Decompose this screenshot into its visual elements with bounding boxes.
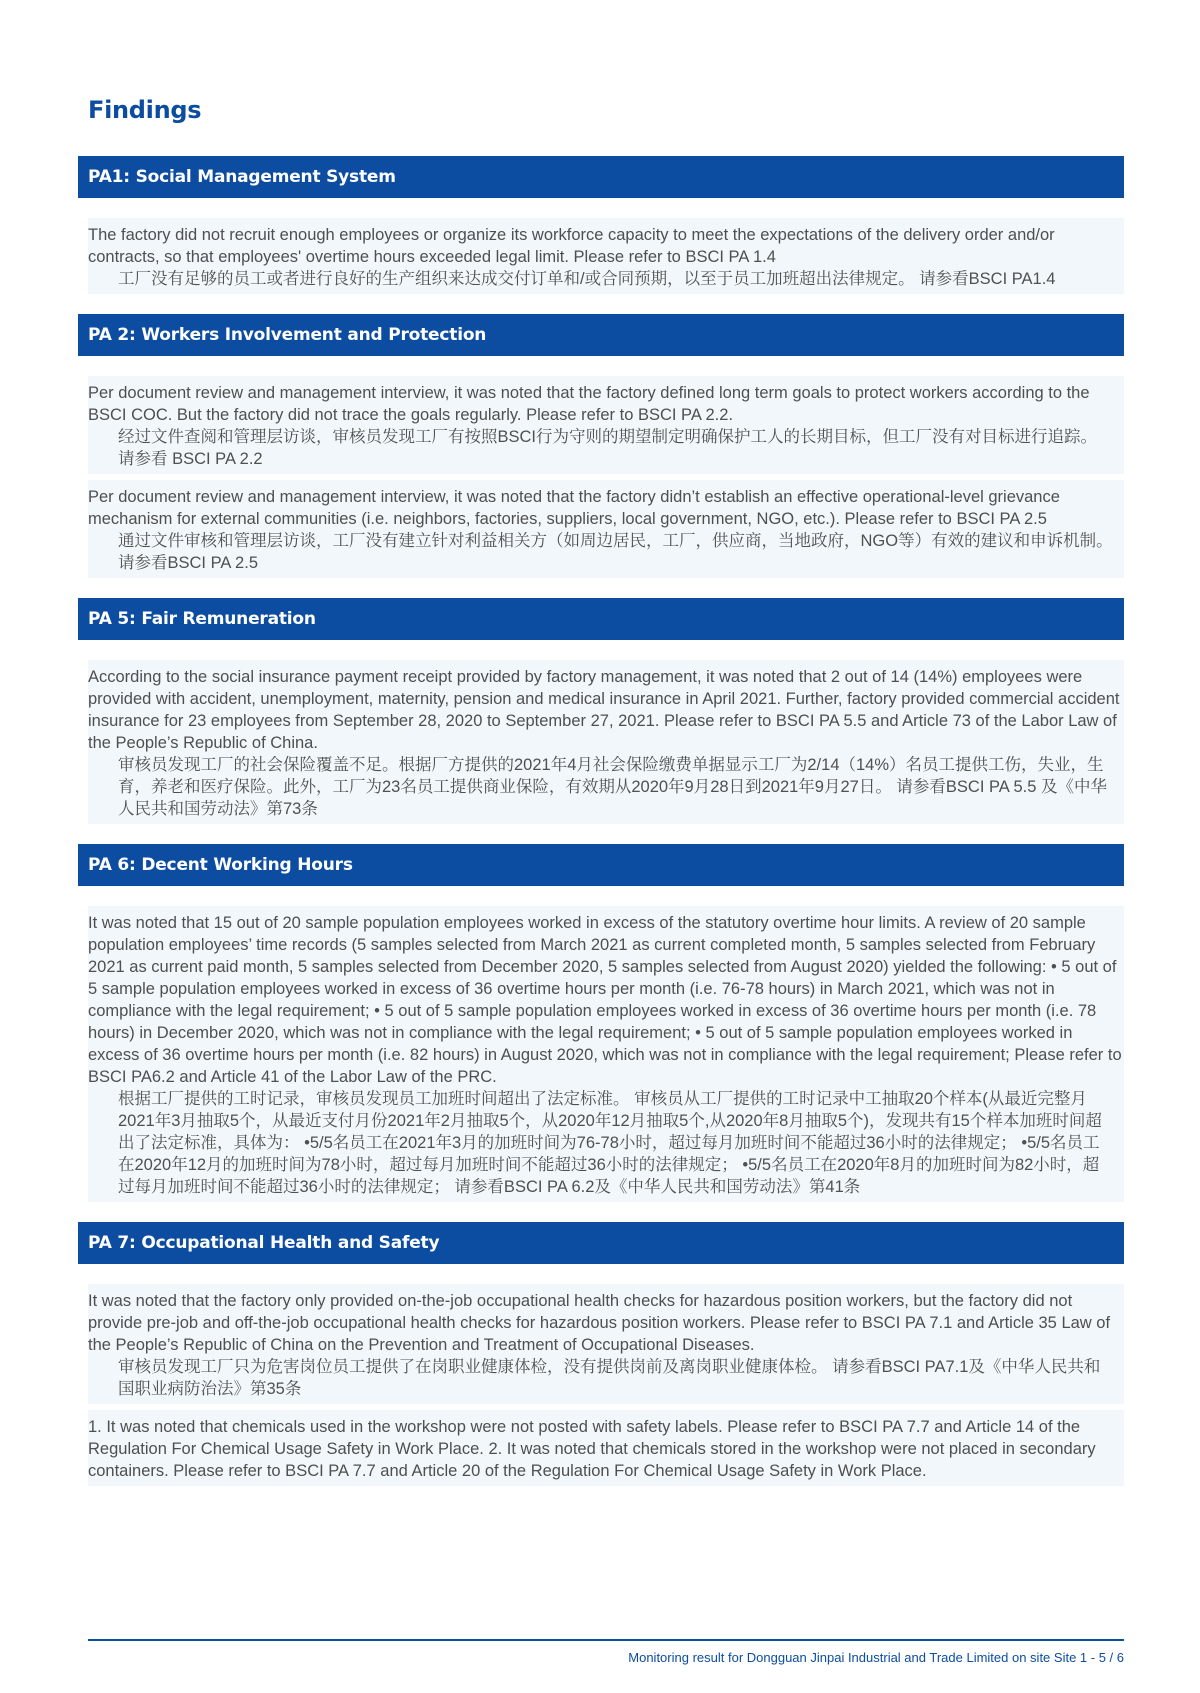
finding-item bbox=[88, 1410, 1124, 1486]
finding-text-en: Per document review and management interview, it was noted that the factory defined long term goals to protect workers according to the BSCI COC. But the factory did not trace the goals regularly. Please refer to BSCI PA 2.2. bbox=[88, 384, 1090, 424]
section-header-pa7: PA 7: Occupational Health and Safety bbox=[78, 1222, 1124, 1264]
findings-content bbox=[78, 156, 1124, 1506]
finding-text-cn: 审核员发现工厂只为危害岗位员工提供了在岗职业健康体检，没有提供岗前及离岗职业健康体检。 请参看BSCI PA7.1及《中华人民共和国职业病防治法》第35条 bbox=[118, 1358, 1101, 1398]
section-header-pa6: PA 6: Decent Working Hours bbox=[78, 844, 1124, 886]
section-header-pa2: PA 2: Workers Involvement and Protection bbox=[78, 314, 1124, 356]
finding-item bbox=[88, 906, 1124, 1202]
findings-list bbox=[78, 1284, 1124, 1486]
footer-divider bbox=[88, 1639, 1124, 1641]
finding-text-en: The factory did not recruit enough employees or organize its workforce capacity to meet the expectations of the delivery order and/or contracts, so that employees' overtime hours exceeded legal limit. Please refer to BSCI PA 1.4 bbox=[88, 226, 1055, 266]
finding-item bbox=[88, 218, 1124, 294]
finding-item bbox=[88, 376, 1124, 474]
finding-text-en: According to the social insurance payment receipt provided by factory management, it was noted that 2 out of 14 (14%) employees were provided with accident, unemployment, maternity, pension and medical insurance in April 2021. Further, factory provided commercial accident insurance for 23 employees from September 28, 2020 to September 27, 2021. Please refer to BSCI PA 5.5 and Article 73 of the Labor Law of the People’s Republic of China. bbox=[88, 668, 1120, 752]
finding-text-en: 1. It was noted that chemicals used in the workshop were not posted with safety labels. Please refer to BSCI PA 7.7 and Article 14 of the Regulation For Chemical Usage Safety in Work Place. 2. It was noted that chemicals stored in the workshop were not placed in secondary containers. Please refer to BSCI PA 7.7 and Article 20 of the Regulation For Chemical Usage Safety in Work Place. bbox=[88, 1418, 1096, 1480]
finding-item bbox=[88, 660, 1124, 824]
page-title: Findings bbox=[88, 96, 202, 124]
finding-text-cn: 审核员发现工厂的社会保险覆盖不足。根据厂方提供的2021年4月社会保险缴费单据显示工厂为2/14（14%）名员工提供工伤，失业，生育，养老和医疗保险。此外，工厂为23名员工提供商业保险，有效期从2020年9月28日到2021年9月27日。 请参看BSCI PA 5.5 及《中华人民共和国劳动法》第73条 bbox=[118, 756, 1107, 818]
page-footer: Monitoring result for Dongguan Jinpai Industrial and Trade Limited on site Site 1 - 5 / 6 bbox=[628, 1650, 1124, 1665]
findings-list bbox=[78, 218, 1124, 294]
finding-text-cn: 工厂没有足够的员工或者进行良好的生产组织来达成交付订单和/或合同预期，以至于员工加班超出法律规定。 请参看BSCI PA1.4 bbox=[118, 270, 1056, 288]
finding-text-cn: 通过文件审核和管理层访谈，工厂没有建立针对利益相关方（如周边居民，工厂，供应商，当地政府，NGO等）有效的建议和申诉机制。 请参看BSCI PA 2.5 bbox=[118, 532, 1113, 572]
finding-text-en: It was noted that the factory only provided on-the-job occupational health checks for hazardous position workers, but the factory did not provide pre-job and off-the-job occupational health checks for hazardous position workers. Please refer to BSCI PA 7.1 and Article 35 Law of the People’s Republic of China on the Prevention and Treatment of Occupational Diseases. bbox=[88, 1292, 1111, 1354]
finding-text-cn: 根据工厂提供的工时记录，审核员发现员工加班时间超出了法定标准。 审核员从工厂提供的工时记录中工抽取20个样本(从最近完整月2021年3月抽取5个，从最近支付月份2021年2月抽取5个，从2020年12月抽取5个,从2020年8月抽取5个)，发现共有15个样本加班时间超出了法定标准，具体为： •5/5名员工在2021年3月的加班时间为76-78小时，超过每月加班时间不能超过36小时的法律规定； •5/5名员工在2020年12月的加班时间为78小时，超过每月加班时间不能超过36小时的法律规定； •5/5名员工在2020年8月的加班时间为82小时，超过每月加班时间不能超过36小时的法律规定； 请参看BSCI PA 6.2及《中华人民共和国劳动法》第41条 bbox=[118, 1090, 1102, 1196]
section-header-pa5: PA 5: Fair Remuneration bbox=[78, 598, 1124, 640]
finding-text-en: Per document review and management interview, it was noted that the factory didn’t establish an effective operational-level grievance mechanism for external communities (i.e. neighbors, factories, suppliers, local government, NGO, etc.). Please refer to BSCI PA 2.5 bbox=[88, 488, 1060, 528]
findings-list bbox=[78, 376, 1124, 578]
findings-list bbox=[78, 906, 1124, 1202]
finding-item bbox=[88, 1284, 1124, 1404]
finding-text-cn: 经过文件查阅和管理层访谈，审核员发现工厂有按照BSCI行为守则的期望制定明确保护工人的长期目标，但工厂没有对目标进行追踪。 请参看 BSCI PA 2.2 bbox=[118, 428, 1098, 468]
section-header-pa1: PA1: Social Management System bbox=[78, 156, 1124, 198]
finding-text-en: It was noted that 15 out of 20 sample population employees worked in excess of the statutory overtime hour limits. A review of 20 sample population employees’ time records (5 samples selected from March 2021 as current completed month, 5 samples selected from February 2021 as current paid month, 5 samples selected from December 2020, 5 samples selected from August 2020) yielded the following: • 5 out of 5 sample population employees worked in excess of 36 overtime hours per month (i.e. 76-78 hours) in March 2021, which was not in compliance with the legal requirement; • 5 out of 5 sample population employees worked in excess of 36 overtime hours per month (i.e. 78 hours) in December 2020, which was not in compliance with the legal requirement; • 5 out of 5 sample population employees worked in excess of 36 overtime hours per month (i.e. 82 hours) in August 2020, which was not in compliance with the legal requirement; Please refer to BSCI PA6.2 and Article 41 of the Labor Law of the PRC. bbox=[88, 914, 1122, 1086]
finding-item bbox=[88, 480, 1124, 578]
findings-list bbox=[78, 660, 1124, 824]
